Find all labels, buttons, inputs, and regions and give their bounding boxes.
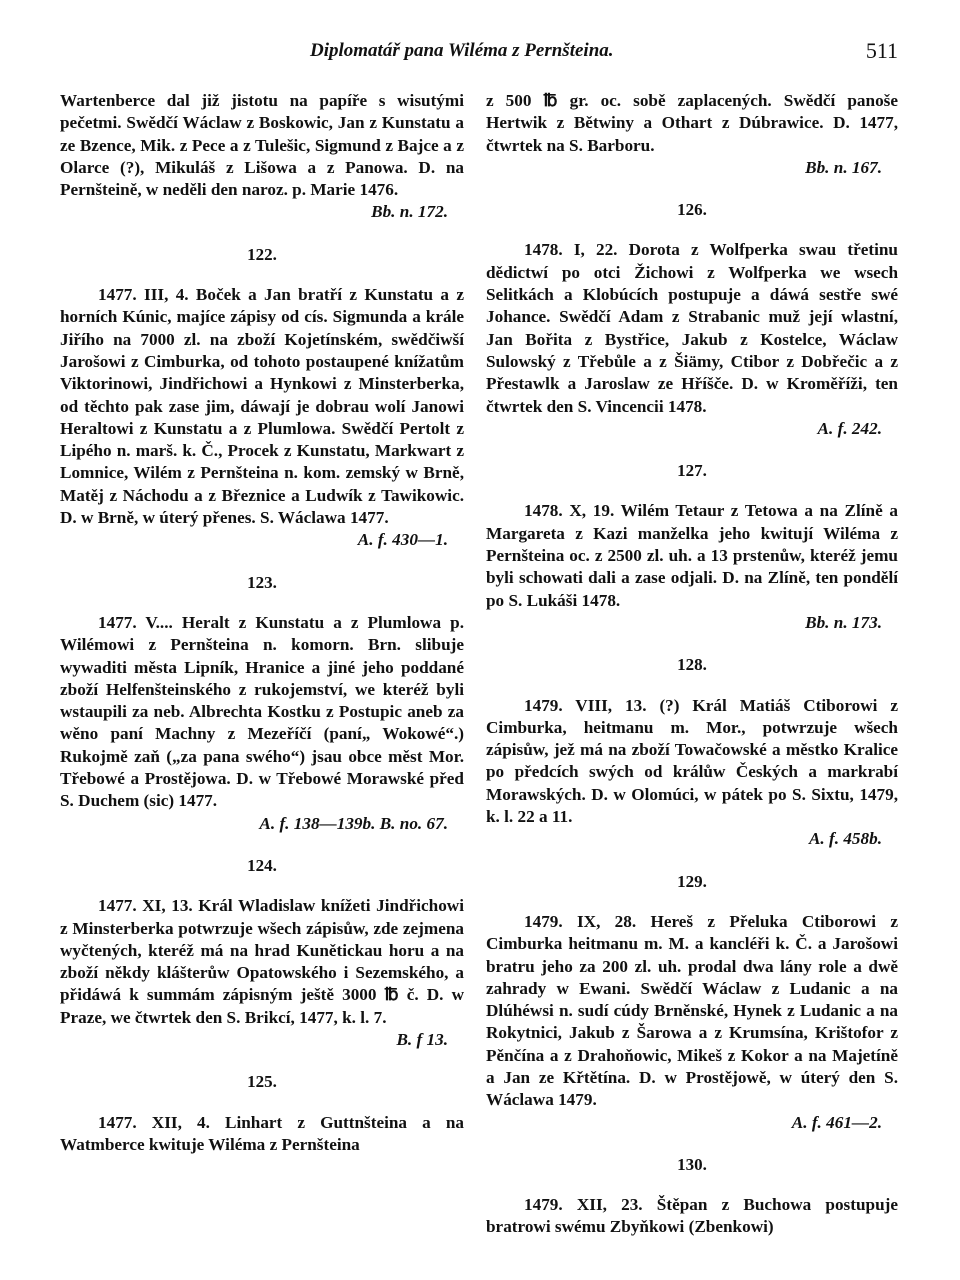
right-column bbox=[486, 90, 898, 1239]
entry-text: 1479. VIII, 13. (?) Král Matiáš Ctiborowi z Cimburka, heitmanu m. Mor., potwrzuje wšech zápisůw, jež má na zboží Towačowské a městko Kralice po předcích swých od králůw Českých a markrabí Morawských. D. w Olomúci, w pátek po S. Sixtu, 1479, k. l. 22 a 11. bbox=[486, 695, 898, 827]
entry-text: Wartenberce dal již jistotu na papíře s wisutými pečetmi. Swědčí Wáclaw z Boskowic, Jan z Kunstatu a ze Bzence, Mik. z Pece a z Tulešic, Sigmund z Bajce a z Olarce (?), Mikuláš z Lišowa a z Panowa. D. na Pernšteině, w neděli den naroz. p. Marie 1476. bbox=[60, 91, 464, 200]
entry-source: A. f. 458b. bbox=[808, 829, 882, 849]
entry-text: 1478. I, 22. Dorota z Wolfperka swau třetinu dědictwí po otci Žichowi z Wolfperka we wsech Selitkách a Klobúcích postupuje a dáwá sestře swé Johance. Swědčí Adam z Strabanic muž její wlastní, Jan Bořita z Bystřice, Jakub z Kostelce, Wáclaw Sulowský z Třebůle a z Šiämy, Ctibor z Dobřečic a z Přestawlk a Jaroslaw ze Hříšče. D. w Kroměříži, ten čtwrtek den S. Vincencii 1478. bbox=[486, 240, 898, 416]
entry-128 bbox=[486, 695, 898, 851]
entry-source: A. f. 138—139b. B. no. 67. bbox=[259, 813, 448, 833]
entry-number-129: 129. bbox=[677, 871, 707, 891]
entry-number-124: 124. bbox=[247, 855, 277, 875]
entry-129 bbox=[486, 911, 898, 1134]
entry-text: z 500 ℔ gr. oc. sobě zaplacených. Swědčí panoše Hertwik z Bětwiny a Othart z Dúbrawice. D. 1477, čtwrtek na S. Barboru. bbox=[486, 91, 898, 155]
entry-124 bbox=[60, 895, 464, 1051]
left-column bbox=[60, 90, 464, 1156]
entry-number-122: 122. bbox=[247, 244, 277, 264]
entry-number-123: 123. bbox=[247, 572, 277, 592]
entry-123 bbox=[60, 612, 464, 835]
entry-number-127: 127. bbox=[677, 461, 707, 481]
entry-text: 1477. XI, 13. Král Wladislaw knížeti Jindřichowi z Minsterberka potwrzuje wšech zápisůw, zde zejmena wyčtených, kteréž má na hrad Kunětickau horu a na zboží někdy klášterůw Opatowského i Sezemského, a přidáwá k summám zápisným ještě 3000 ℔ č. D. w Praze, we čtwrtek den S. Brikcí, 1477, k. l. 7. bbox=[60, 896, 464, 1027]
page-number: 511 bbox=[865, 38, 898, 63]
entry-number-128: 128. bbox=[677, 655, 707, 675]
entry-text: 1477. V.... Heralt z Kunstatu a z Plumlowa p. Wilémowi z Pernšteina n. komorn. Brn. slibuje wywaditi města Lipník, Hranice a jiné jeho poddané zboží Helfenšteinského z rukojemství, we kteréž byli wstaupili za neb. Albrechta Kostku z Postupic aneb za wěno paní Machny z Mezeříčí (paní„ Wokowé“.) Rukojmě zaň („za pana swého“) jsau obce měst Mor. Třebowé a Prostějowa. D. w Třebowé Morawské před S. Duchem (sic) 1477. bbox=[60, 612, 464, 811]
entry-125-continuation bbox=[486, 90, 898, 179]
entry-source: A. f. 461—2. bbox=[791, 1112, 882, 1132]
entry-121-continuation bbox=[60, 90, 464, 224]
entry-text: 1477. XII, 4. Linhart z Guttnšteina a na Watmberce kwituje Wiléma z Pernšteina bbox=[60, 1112, 464, 1154]
running-title: Diplomatář pana Wiléma z Pernšteina. bbox=[310, 40, 614, 61]
entry-number-125: 125. bbox=[247, 1072, 277, 1092]
entry-text: 1478. X, 19. Wilém Tetaur z Tetowa a na Zlíně a Margareta z Kazi manželka jeho kwitují Wiléma z Pernšteina oc. z 2500 zl. uh. a 13 prstenůw, kteréž jemu byli schowati dali a zase odjali. D. na Zlíně, ten pondělí po S. Lukáši 1478. bbox=[486, 501, 898, 610]
entry-source: Bb. n. 173. bbox=[805, 612, 882, 632]
entry-source: B. f 13. bbox=[396, 1029, 448, 1049]
page-header bbox=[60, 34, 898, 74]
entry-text: 1479. XII, 23. Štěpan z Buchowa postupuje bratrowi swému Zbyňkowi (Zbenkowi) bbox=[486, 1195, 898, 1237]
entry-source: A. f. 430—1. bbox=[357, 530, 448, 550]
entry-text: 1477. III, 4. Boček a Jan bratří z Kunstatu a z horních Kúnic, majíce zápisy od cís. Sigmunda a krále Jiřího na 7000 zl. na zboží Kojetínském, swědčiwší Jarošowi z Cimburka, od tohoto postaupené knížatům Viktorinowi, Jindřichowi a Hynkowi z Minsterberka, od těchto pak zase jim, dáwají je dobrau wolí Janowi Heraltowi z Kunstatu a z Plumlowa. Swědčí Pertolt z Lipého n. marš. k. Č., Procek z Kunstatu, Markwart z Lomnice, Wilém z Pernšteina n. kom. zemský w Brně, Matěj z Náchodu a z Březnice a Ludwík z Tawikowic. D. w Brně, w úterý přenes. S. Wáclawa 1477. bbox=[60, 285, 464, 528]
entry-number-130: 130. bbox=[677, 1154, 707, 1174]
entry-source: A. f. 242. bbox=[817, 418, 882, 438]
entry-text: 1479. IX, 28. Hereš z Přeluka Ctiborowi z Cimburka heitmanu m. M. a kancléři k. Č. a Jarošowi bratru jeho za 200 zl. uh. prodal dwa lány role a dwě zahrady w Ewani. Swědčí Wáclaw z Ludanic a na Dlúhéwsi n. sudí cúdy Brněnské, Hynek z Ludanic a na Rokytnici, Jakub z Šarowa a z Krumsína, Krištofor z Pěnčína a z Drahoňowic, Mikeš z Kokor a na Majetíně a Jan ze Křtětína. D. w Prostějowě, w úterý den S. Wáclawa 1479. bbox=[486, 911, 898, 1110]
entry-125 bbox=[60, 1112, 464, 1157]
entry-130 bbox=[486, 1194, 898, 1239]
entry-source: Bb. n. 172. bbox=[371, 202, 448, 222]
entry-source: Bb. n. 167. bbox=[805, 157, 882, 177]
entry-number-126: 126. bbox=[677, 200, 707, 220]
entry-126 bbox=[486, 239, 898, 440]
entry-122 bbox=[60, 284, 464, 552]
entry-127 bbox=[486, 500, 898, 634]
